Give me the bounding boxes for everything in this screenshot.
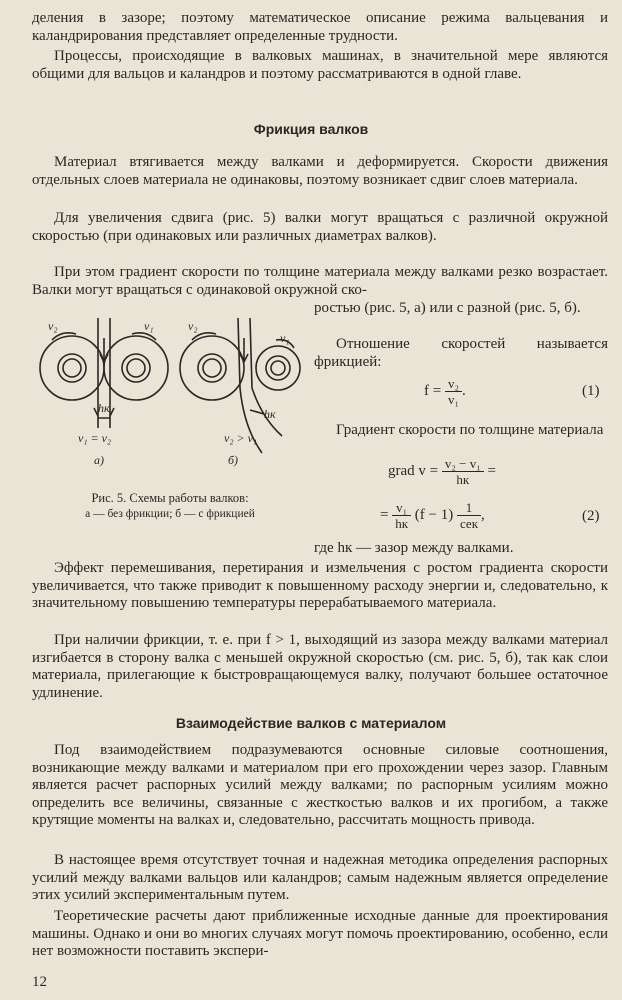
fraction	[445, 376, 462, 407]
paragraph: Отношение скоростей называется фрикцией:	[314, 336, 608, 370]
paragraph: Процессы, происходящие в валковых машинах, в значительной мере являются общими для вальцов и каландров и поэтому рассматриваются в одной главе.	[32, 48, 608, 82]
paragraph: Эффект перемешивания, перетирания и измельчения с ростом градиента скорости увеличивается, что также приводит к повышенному расходу энергии и, следовательно, к значительному повышению температуры перерабатываемого материала.	[32, 560, 608, 612]
paragraph: где hк — зазор между валками.	[314, 540, 514, 556]
equation-friction	[424, 376, 466, 407]
caption-title: Рис. 5. Схемы работы валков:	[91, 491, 249, 505]
paragraph: Градиент скорости по толщине материала	[336, 422, 604, 438]
label-v1-a: v₁	[144, 319, 154, 333]
equation-gradient-line2	[380, 500, 485, 531]
paragraph: деления в зазоре; поэтому математическое описание режима вальцевания и каландрирования представляет определенные трудности.	[32, 10, 608, 44]
label-a: а)	[94, 453, 104, 467]
label-v2-a: v₂	[48, 319, 58, 333]
paragraph: ростью (рис. 5, а) или с разной (рис. 5, б).	[314, 300, 581, 316]
label-v2-b: v₂	[188, 319, 198, 333]
paragraph: При этом градиент скорости по толщине материала между валками резко возрастает. Валки могут вращаться с одинаковой окружной ско-	[32, 264, 608, 298]
section-heading: Фрикция валков	[253, 121, 369, 137]
label-hk-a: hк	[98, 401, 110, 415]
numerator: v₁	[392, 500, 411, 516]
paragraph: В настоящее время отсутствует точная и надежная методика определения распорных усилий между валками вальцов или каландров; самым надежным является определение этих усилий экспериментальным путем.	[32, 852, 608, 904]
equation-number: (1)	[582, 383, 600, 399]
caption-legend: а — без фрикции; б — с фрикцией	[85, 508, 255, 520]
label-hk-b: hк	[264, 407, 276, 421]
paragraph: Под взаимодействием подразумеваются основные силовые соотношения, возникающие между валками и материалом при его прохождении через зазор. Главным является расчет распорных усилий между валками; по распорным усилиям можно определить все величины, связанные с жесткостью валков и их прогибом, а также крутящие моменты на валках и, следовательно, рассчитать мощность привода.	[32, 742, 608, 829]
denominator: hк	[395, 516, 409, 531]
denominator: сек	[460, 516, 479, 531]
denominator: hк	[456, 472, 470, 487]
eq-punct: .	[462, 382, 466, 399]
eq-lhs: grad v =	[388, 462, 439, 479]
roll-right-a	[104, 336, 168, 400]
page-number: 12	[32, 974, 47, 990]
eq-sign: =	[487, 462, 496, 479]
eq-term: (f − 1)	[414, 506, 454, 523]
figure-caption	[40, 490, 300, 522]
numerator: 1	[457, 500, 481, 516]
label-eq-a: v₁ = v₂	[78, 431, 112, 445]
section-heading: Взаимодействие валков с материалом	[175, 715, 447, 731]
numerator: v₂	[445, 376, 462, 392]
eq-punct: ,	[481, 506, 485, 523]
paragraph: Теоретические расчеты дают приближенные исходные данные для проектирования машины. Однако и они во многих случаях могут помочь проектированию, особенно, если нет возможности поставить экспери-	[32, 908, 608, 960]
eq-lhs: f =	[424, 382, 442, 399]
fraction	[392, 500, 411, 531]
fraction	[442, 456, 484, 487]
paragraph: Материал втягивается между валками и деформируется. Скорости движения отдельных слоев материала не одинаковы, поэтому возникает сдвиг слоев материала.	[32, 154, 608, 188]
roll-left-a	[40, 336, 104, 400]
roll-left-b	[180, 336, 244, 400]
numerator: v₂ − v₁	[442, 456, 484, 472]
denominator: v₁	[447, 392, 460, 407]
roll-right-b	[256, 346, 300, 390]
equation-number: (2)	[582, 508, 600, 524]
label-v1-b: v₁	[280, 331, 290, 345]
label-b: б)	[228, 453, 239, 467]
label-eq-b: v₂ > v₁	[224, 431, 258, 445]
paragraph: Для увеличения сдвига (рис. 5) валки могут вращаться с различной окружной скоростью (при одинаковых или различных диаметрах валков).	[32, 210, 608, 244]
equation-gradient	[388, 456, 496, 487]
eq-sign: =	[380, 506, 389, 523]
paragraph: При наличии фрикции, т. е. при f > 1, выходящий из зазора между валками материал изгибается в сторону валка с меньшей окружной скоростью (см. рис. 5, б), так как слои материала, прилегающие к быстровращающемуся валку, получают большее остаточное удлинение.	[32, 632, 608, 701]
fraction	[457, 500, 481, 531]
figure-rolls-diagram	[32, 318, 302, 478]
